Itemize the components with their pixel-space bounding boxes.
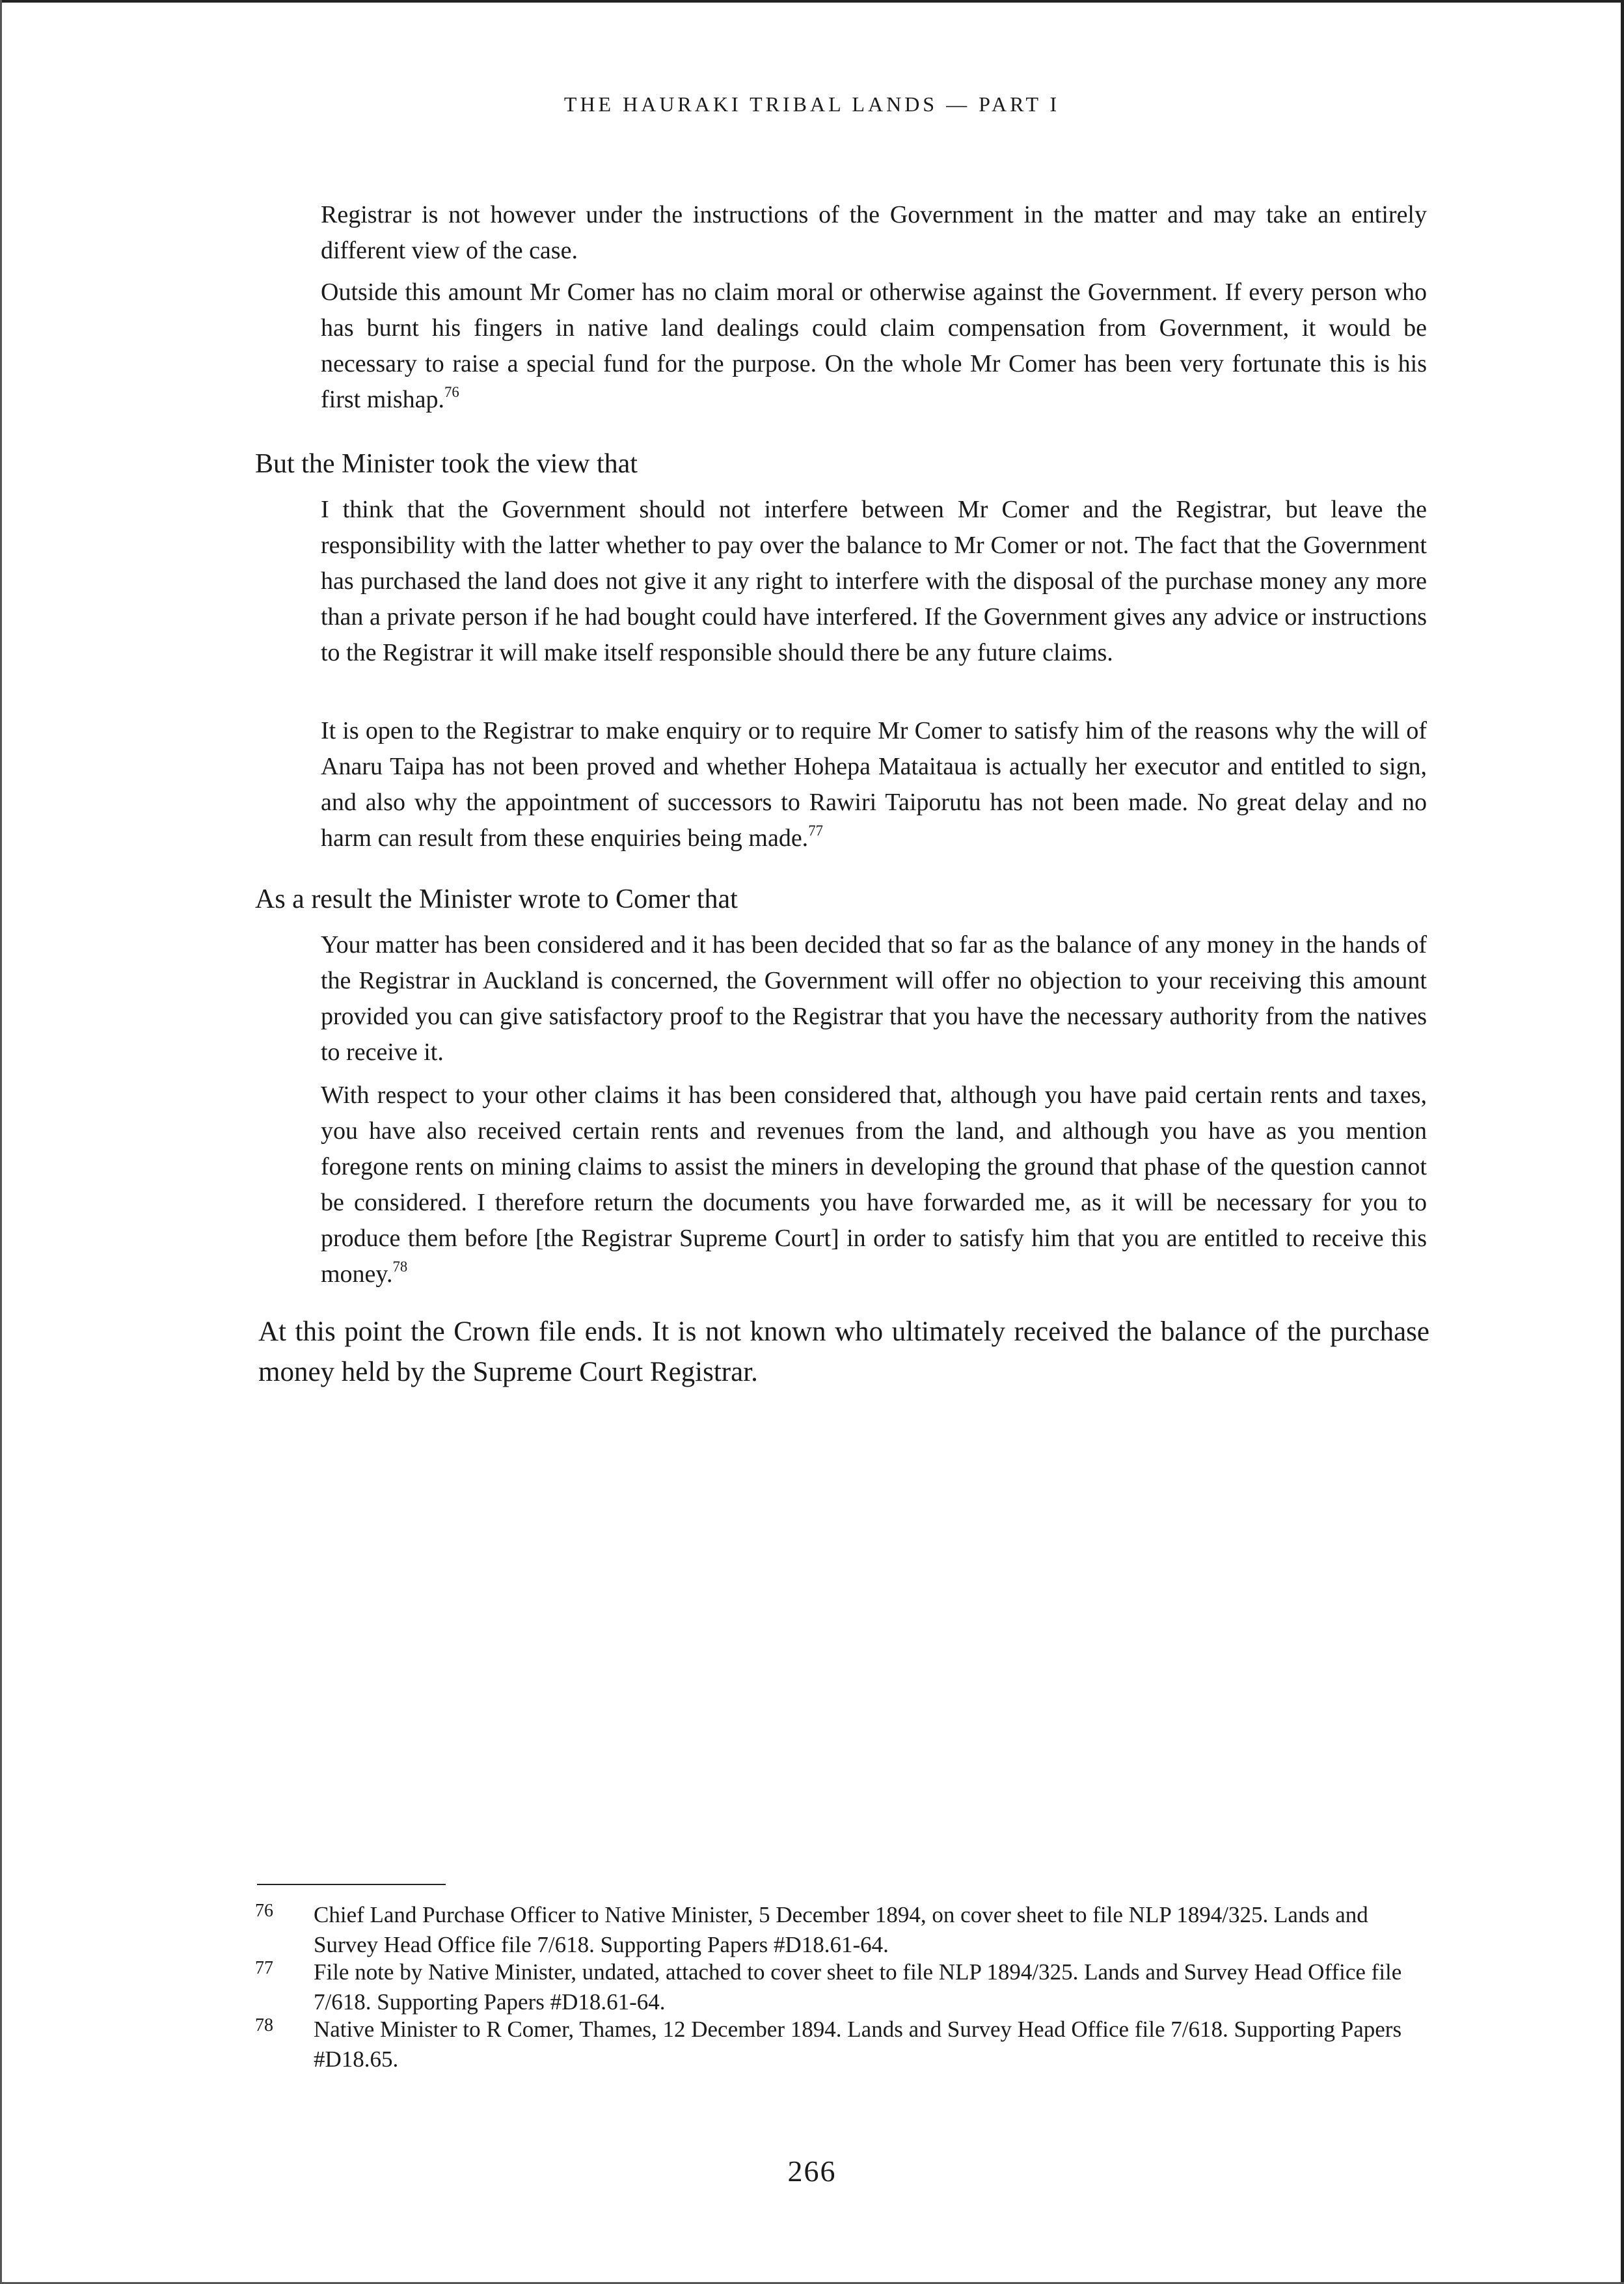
scan-edge-left <box>0 0 2 2284</box>
footnote-ref-77[interactable]: 77 <box>808 823 823 839</box>
footnote-text: Native Minister to R Comer, Thames, 12 December 1894. Lands and Survey Head Office file 7/618. Supporting Papers #D18.65. <box>314 2017 1402 2072</box>
quote-text: It is open to the Registrar to make enquiry or to require Mr Comer to satisfy him of the reasons why the will of Anaru Taipa has not been proved and whether Hohepa Mataitaua is actually her executor and entitled to sign, and also why the appointment of successors to Rawiri Taiporutu has not been made. No great delay and no harm can result from these enquiries being made. <box>321 717 1427 852</box>
footnote-text: Chief Land Purchase Officer to Native Minister, 5 December 1894, on cover sheet to file NLP 1894/325. Lands and Survey Head Office file 7/618. Supporting Papers #D18.61-64. <box>314 1902 1368 1957</box>
footnote-ref-76[interactable]: 76 <box>444 384 459 401</box>
footnote-number: 77 <box>255 1958 273 1978</box>
quote-paragraph-2 <box>321 275 1427 418</box>
closing-paragraph: At this point the Crown file ends. It is not known who ultimately received the balance of the purchase money held by the Supreme Court Registrar. <box>258 1316 1429 1387</box>
footnote-text: File note by Native Minister, undated, attached to cover sheet to file NLP 1894/325. Lands and Survey Head Office file 7/618. Supporting Papers #D18.61-64. <box>314 1959 1402 2015</box>
lead-in-paragraph-1: But the Minister took the view that <box>255 449 638 479</box>
footnote-divider <box>257 1884 446 1885</box>
lead-in-paragraph-2: As a result the Minister wrote to Comer that <box>255 884 738 914</box>
running-head: THE HAURAKI TRIBAL LANDS — PART I <box>563 92 1061 116</box>
scan-edge-top <box>0 0 1624 3</box>
scan-edge-right <box>1621 0 1624 2284</box>
quote-text: Registrar is not however under the instructions of the Government in the matter and may take an entirely different view of the case. <box>321 201 1427 264</box>
quote-paragraph-5 <box>321 927 1427 1070</box>
quote-paragraph-4 <box>321 713 1427 856</box>
footnote-number: 78 <box>255 2015 273 2035</box>
page-number: 266 <box>787 2155 837 2188</box>
footnote-ref-78[interactable]: 78 <box>392 1258 408 1275</box>
quote-text: I think that the Government should not interfere between Mr Comer and the Registrar, but leave the responsibility with the latter whether to pay over the balance to Mr Comer or not. The fact that the Government has purchased the land does not give it any right to interfere with the disposal of the purchase money any more than a private person if he had bought could have interfered. If the Government gives any advice or instructions to the Registrar it will make itself responsible should there be any future claims. <box>321 496 1427 666</box>
quote-paragraph-3 <box>321 492 1427 671</box>
quote-paragraph-1 <box>321 197 1427 269</box>
quote-text: Your matter has been considered and it has been decided that so far as the balance of any money in the hands of the Registrar in Auckland is concerned, the Government will offer no objection to your receiving this amount provided you can give satisfactory proof to the Registrar that you have the necessary authority from the natives to receive it. <box>321 931 1427 1066</box>
quote-text: Outside this amount Mr Comer has no claim moral or otherwise against the Government. If every person who has burnt his fingers in native land dealings could claim compensation from Government, it would be necessary to raise a special fund for the purpose. On the whole Mr Comer has been very fortunate this is his first mishap. <box>321 279 1427 413</box>
footnote-number: 76 <box>255 1901 273 1921</box>
quote-text: With respect to your other claims it has been considered that, although you have paid certain rents and taxes, you have also received certain rents and revenues from the land, and although you have as you mention foregone rents on mining claims to assist the miners in developing the ground that phase of the question cannot be considered. I therefore return the documents you have forwarded me, as it will be necessary for you to produce them before [the Registrar Supreme Court] in order to satisfy him that you are entitled to receive this money. <box>321 1081 1427 1288</box>
quote-paragraph-6 <box>321 1078 1427 1292</box>
